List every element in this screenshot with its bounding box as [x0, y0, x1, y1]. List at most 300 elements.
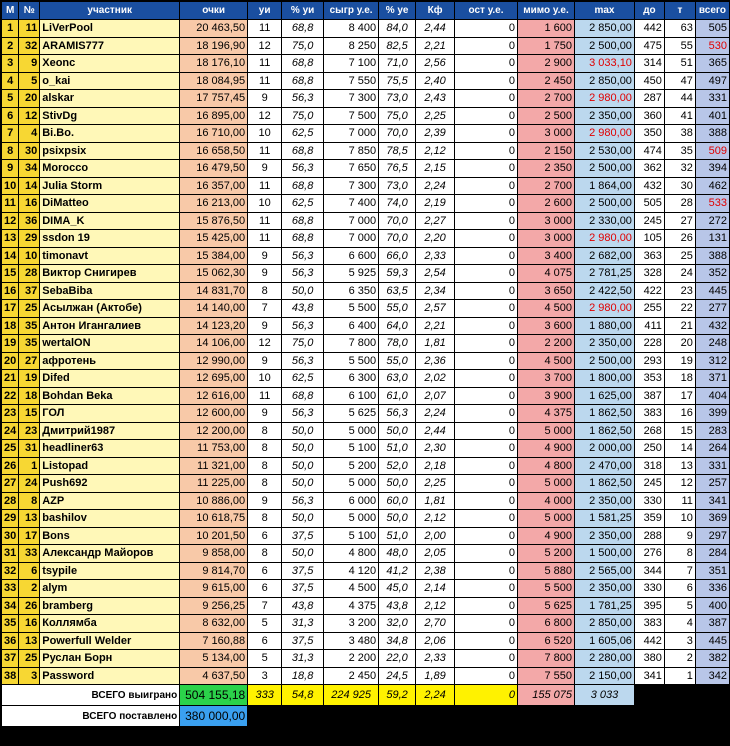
total-cell[interactable]: 445 [695, 282, 729, 300]
rank-cell[interactable]: 4 [2, 72, 19, 90]
pct-ue-cell[interactable]: 73,0 [379, 90, 416, 108]
max-cell[interactable]: 2 500,00 [574, 160, 634, 178]
number-cell[interactable]: 35 [19, 335, 40, 353]
do-cell[interactable]: 442 [634, 632, 664, 650]
ui-cell[interactable]: 7 [248, 597, 282, 615]
missed-cell[interactable]: 2 350 [517, 160, 574, 178]
missed-cell[interactable]: 2 600 [517, 195, 574, 213]
pct-ue-cell[interactable]: 45,0 [379, 580, 416, 598]
rank-cell[interactable]: 34 [2, 597, 19, 615]
missed-cell[interactable]: 4 075 [517, 265, 574, 283]
t-cell[interactable]: 22 [664, 300, 695, 318]
remaining-cell[interactable]: 0 [455, 457, 518, 475]
summary-remaining[interactable]: 0 [455, 685, 518, 706]
ui-cell[interactable]: 8 [248, 422, 282, 440]
remaining-cell[interactable]: 0 [455, 265, 518, 283]
ui-cell[interactable]: 9 [248, 405, 282, 423]
pct-ue-cell[interactable]: 50,0 [379, 475, 416, 493]
kf-cell[interactable]: 2,06 [416, 632, 455, 650]
pct-ui-cell[interactable]: 50,0 [282, 510, 324, 528]
col-header-missed[interactable]: мимо у.е. [517, 2, 574, 20]
t-cell[interactable]: 38 [664, 125, 695, 143]
number-cell[interactable]: 24 [19, 475, 40, 493]
remaining-cell[interactable]: 0 [455, 107, 518, 125]
remaining-cell[interactable]: 0 [455, 212, 518, 230]
missed-cell[interactable]: 3 000 [517, 230, 574, 248]
missed-cell[interactable]: 2 200 [517, 335, 574, 353]
t-cell[interactable]: 30 [664, 177, 695, 195]
t-cell[interactable]: 35 [664, 142, 695, 160]
pct-ui-cell[interactable]: 56,3 [282, 160, 324, 178]
t-cell[interactable]: 13 [664, 457, 695, 475]
remaining-cell[interactable]: 0 [455, 142, 518, 160]
rank-cell[interactable]: 1 [2, 20, 19, 38]
number-cell[interactable]: 1 [19, 457, 40, 475]
total-cell[interactable]: 432 [695, 317, 729, 335]
total-cell[interactable]: 505 [695, 20, 729, 38]
rank-cell[interactable]: 26 [2, 457, 19, 475]
pct-ue-cell[interactable]: 84,0 [379, 20, 416, 38]
number-cell[interactable]: 4 [19, 125, 40, 143]
remaining-cell[interactable]: 0 [455, 317, 518, 335]
participant-cell[interactable]: Xeonc [40, 55, 180, 73]
played-cell[interactable]: 7 850 [324, 142, 379, 160]
rank-cell[interactable]: 19 [2, 335, 19, 353]
played-cell[interactable]: 7 500 [324, 107, 379, 125]
rank-cell[interactable]: 8 [2, 142, 19, 160]
max-cell[interactable]: 2 000,00 [574, 440, 634, 458]
pct-ue-cell[interactable]: 75,5 [379, 72, 416, 90]
played-cell[interactable]: 6 100 [324, 387, 379, 405]
participant-cell[interactable]: Powerfull Welder [40, 632, 180, 650]
remaining-cell[interactable]: 0 [455, 545, 518, 563]
kf-cell[interactable]: 2,33 [416, 650, 455, 668]
ui-cell[interactable]: 5 [248, 650, 282, 668]
kf-cell[interactable]: 2,54 [416, 265, 455, 283]
remaining-cell[interactable]: 0 [455, 20, 518, 38]
pct-ui-cell[interactable]: 68,8 [282, 72, 324, 90]
max-cell[interactable]: 2 850,00 [574, 72, 634, 90]
do-cell[interactable]: 450 [634, 72, 664, 90]
do-cell[interactable]: 395 [634, 597, 664, 615]
missed-cell[interactable]: 6 520 [517, 632, 574, 650]
max-cell[interactable]: 2 422,50 [574, 282, 634, 300]
t-cell[interactable]: 24 [664, 265, 695, 283]
do-cell[interactable]: 411 [634, 317, 664, 335]
missed-cell[interactable]: 4 375 [517, 405, 574, 423]
participant-cell[interactable]: SebaBiba [40, 282, 180, 300]
participant-cell[interactable]: DiMatteo [40, 195, 180, 213]
max-cell[interactable]: 1 625,00 [574, 387, 634, 405]
points-cell[interactable]: 12 990,00 [180, 352, 248, 370]
do-cell[interactable]: 318 [634, 457, 664, 475]
points-cell[interactable]: 12 200,00 [180, 422, 248, 440]
pct-ui-cell[interactable]: 62,5 [282, 125, 324, 143]
rank-cell[interactable]: 14 [2, 247, 19, 265]
remaining-cell[interactable]: 0 [455, 195, 518, 213]
number-cell[interactable]: 3 [19, 667, 40, 685]
rank-cell[interactable]: 21 [2, 370, 19, 388]
col-header-rank[interactable]: М [2, 2, 19, 20]
played-cell[interactable]: 7 300 [324, 177, 379, 195]
missed-cell[interactable]: 5 000 [517, 510, 574, 528]
missed-cell[interactable]: 3 650 [517, 282, 574, 300]
ui-cell[interactable]: 10 [248, 370, 282, 388]
number-cell[interactable]: 9 [19, 55, 40, 73]
number-cell[interactable]: 32 [19, 37, 40, 55]
total-cell[interactable]: 388 [695, 247, 729, 265]
points-cell[interactable]: 11 753,00 [180, 440, 248, 458]
total-cell[interactable]: 530 [695, 37, 729, 55]
ui-cell[interactable]: 10 [248, 125, 282, 143]
number-cell[interactable]: 35 [19, 317, 40, 335]
played-cell[interactable]: 4 375 [324, 597, 379, 615]
pct-ue-cell[interactable]: 34,8 [379, 632, 416, 650]
pct-ue-cell[interactable]: 70,0 [379, 230, 416, 248]
points-cell[interactable]: 8 632,00 [180, 615, 248, 633]
ui-cell[interactable]: 11 [248, 212, 282, 230]
participant-cell[interactable]: афротень [40, 352, 180, 370]
t-cell[interactable]: 14 [664, 440, 695, 458]
played-cell[interactable]: 3 200 [324, 615, 379, 633]
participant-cell[interactable]: Виктор Снигирев [40, 265, 180, 283]
total-cell[interactable]: 248 [695, 335, 729, 353]
pct-ui-cell[interactable]: 50,0 [282, 475, 324, 493]
col-header-participant[interactable]: участник [40, 2, 180, 20]
kf-cell[interactable]: 2,21 [416, 317, 455, 335]
missed-cell[interactable]: 3 000 [517, 212, 574, 230]
total-cell[interactable]: 400 [695, 597, 729, 615]
max-cell[interactable]: 2 980,00 [574, 125, 634, 143]
pct-ue-cell[interactable]: 52,0 [379, 457, 416, 475]
participant-cell[interactable]: Listopad [40, 457, 180, 475]
col-header-points[interactable]: очки [180, 2, 248, 20]
total-cell[interactable]: 257 [695, 475, 729, 493]
missed-cell[interactable]: 5 000 [517, 475, 574, 493]
t-cell[interactable]: 6 [664, 580, 695, 598]
summary-missed[interactable]: 155 075 [517, 685, 574, 706]
ui-cell[interactable]: 11 [248, 177, 282, 195]
remaining-cell[interactable]: 0 [455, 370, 518, 388]
kf-cell[interactable]: 1,81 [416, 335, 455, 353]
number-cell[interactable]: 33 [19, 545, 40, 563]
kf-cell[interactable]: 2,05 [416, 545, 455, 563]
ui-cell[interactable]: 6 [248, 527, 282, 545]
col-header-pct-ue[interactable]: % уе [379, 2, 416, 20]
played-cell[interactable]: 5 925 [324, 265, 379, 283]
do-cell[interactable]: 442 [634, 20, 664, 38]
remaining-cell[interactable]: 0 [455, 55, 518, 73]
max-cell[interactable]: 2 280,00 [574, 650, 634, 668]
played-cell[interactable]: 7 650 [324, 160, 379, 178]
points-cell[interactable]: 9 615,00 [180, 580, 248, 598]
ui-cell[interactable]: 6 [248, 562, 282, 580]
max-cell[interactable]: 1 800,00 [574, 370, 634, 388]
points-cell[interactable]: 14 831,70 [180, 282, 248, 300]
total-cell[interactable]: 401 [695, 107, 729, 125]
col-header-kf[interactable]: Кф [416, 2, 455, 20]
played-cell[interactable]: 5 000 [324, 475, 379, 493]
do-cell[interactable]: 432 [634, 177, 664, 195]
pct-ui-cell[interactable]: 50,0 [282, 282, 324, 300]
remaining-cell[interactable]: 0 [455, 90, 518, 108]
points-cell[interactable]: 15 425,00 [180, 230, 248, 248]
max-cell[interactable]: 1 781,25 [574, 597, 634, 615]
summary-kf[interactable]: 2,24 [416, 685, 455, 706]
pct-ue-cell[interactable]: 64,0 [379, 317, 416, 335]
missed-cell[interactable]: 5 625 [517, 597, 574, 615]
do-cell[interactable]: 255 [634, 300, 664, 318]
pct-ui-cell[interactable]: 43,8 [282, 300, 324, 318]
kf-cell[interactable]: 2,12 [416, 597, 455, 615]
played-cell[interactable]: 7 000 [324, 125, 379, 143]
total-cell[interactable]: 445 [695, 632, 729, 650]
number-cell[interactable]: 17 [19, 527, 40, 545]
pct-ue-cell[interactable]: 41,2 [379, 562, 416, 580]
rank-cell[interactable]: 30 [2, 527, 19, 545]
total-cell[interactable]: 331 [695, 457, 729, 475]
kf-cell[interactable]: 2,24 [416, 177, 455, 195]
do-cell[interactable]: 314 [634, 55, 664, 73]
played-cell[interactable]: 5 100 [324, 527, 379, 545]
missed-cell[interactable]: 1 600 [517, 20, 574, 38]
rank-cell[interactable]: 23 [2, 405, 19, 423]
pct-ue-cell[interactable]: 55,0 [379, 300, 416, 318]
missed-cell[interactable]: 3 600 [517, 317, 574, 335]
participant-cell[interactable]: Push692 [40, 475, 180, 493]
do-cell[interactable]: 330 [634, 580, 664, 598]
remaining-cell[interactable]: 0 [455, 387, 518, 405]
col-header-number[interactable]: № [19, 2, 40, 20]
do-cell[interactable]: 328 [634, 265, 664, 283]
max-cell[interactable]: 2 500,00 [574, 352, 634, 370]
missed-cell[interactable]: 4 500 [517, 300, 574, 318]
max-cell[interactable]: 2 150,00 [574, 667, 634, 685]
pct-ui-cell[interactable]: 56,3 [282, 265, 324, 283]
t-cell[interactable]: 3 [664, 632, 695, 650]
rank-cell[interactable]: 24 [2, 422, 19, 440]
do-cell[interactable]: 380 [634, 650, 664, 668]
rank-cell[interactable]: 7 [2, 125, 19, 143]
number-cell[interactable]: 20 [19, 90, 40, 108]
played-cell[interactable]: 6 400 [324, 317, 379, 335]
total-cell[interactable]: 277 [695, 300, 729, 318]
points-cell[interactable]: 16 658,50 [180, 142, 248, 160]
participant-cell[interactable]: ARAMIS777 [40, 37, 180, 55]
played-cell[interactable]: 7 300 [324, 90, 379, 108]
rank-cell[interactable]: 2 [2, 37, 19, 55]
total-cell[interactable]: 264 [695, 440, 729, 458]
ui-cell[interactable]: 9 [248, 352, 282, 370]
t-cell[interactable]: 63 [664, 20, 695, 38]
rank-cell[interactable]: 22 [2, 387, 19, 405]
rank-cell[interactable]: 36 [2, 632, 19, 650]
played-cell[interactable]: 7 000 [324, 212, 379, 230]
do-cell[interactable]: 341 [634, 667, 664, 685]
t-cell[interactable]: 32 [664, 160, 695, 178]
rank-cell[interactable]: 9 [2, 160, 19, 178]
played-cell[interactable]: 8 400 [324, 20, 379, 38]
kf-cell[interactable]: 2,27 [416, 212, 455, 230]
remaining-cell[interactable]: 0 [455, 72, 518, 90]
t-cell[interactable]: 12 [664, 475, 695, 493]
rank-cell[interactable]: 5 [2, 90, 19, 108]
missed-cell[interactable]: 5 500 [517, 580, 574, 598]
participant-cell[interactable]: alym [40, 580, 180, 598]
total-cell[interactable]: 497 [695, 72, 729, 90]
t-cell[interactable]: 16 [664, 405, 695, 423]
ui-cell[interactable]: 8 [248, 475, 282, 493]
t-cell[interactable]: 10 [664, 510, 695, 528]
total-cell[interactable]: 382 [695, 650, 729, 668]
max-cell[interactable]: 1 862,50 [574, 475, 634, 493]
ui-cell[interactable]: 11 [248, 55, 282, 73]
participant-cell[interactable]: alskar [40, 90, 180, 108]
pct-ui-cell[interactable]: 56,3 [282, 405, 324, 423]
do-cell[interactable]: 474 [634, 142, 664, 160]
col-header-max[interactable]: max [574, 2, 634, 20]
participant-cell[interactable]: StivDg [40, 107, 180, 125]
rank-cell[interactable]: 35 [2, 615, 19, 633]
points-cell[interactable]: 4 637,50 [180, 667, 248, 685]
points-cell[interactable]: 11 321,00 [180, 457, 248, 475]
ui-cell[interactable]: 11 [248, 72, 282, 90]
do-cell[interactable]: 387 [634, 387, 664, 405]
pct-ui-cell[interactable]: 56,3 [282, 247, 324, 265]
participant-cell[interactable]: Bi.Bo. [40, 125, 180, 143]
do-cell[interactable]: 276 [634, 545, 664, 563]
max-cell[interactable]: 1 605,06 [574, 632, 634, 650]
pct-ui-cell[interactable]: 50,0 [282, 457, 324, 475]
pct-ui-cell[interactable]: 56,3 [282, 317, 324, 335]
total-cell[interactable]: 369 [695, 510, 729, 528]
remaining-cell[interactable]: 0 [455, 335, 518, 353]
t-cell[interactable]: 2 [664, 650, 695, 668]
points-cell[interactable]: 15 062,30 [180, 265, 248, 283]
remaining-cell[interactable]: 0 [455, 177, 518, 195]
pct-ue-cell[interactable]: 75,0 [379, 107, 416, 125]
total-cell[interactable]: 387 [695, 615, 729, 633]
participant-cell[interactable]: o_kai [40, 72, 180, 90]
ui-cell[interactable]: 9 [248, 160, 282, 178]
max-cell[interactable]: 2 350,00 [574, 335, 634, 353]
number-cell[interactable]: 34 [19, 160, 40, 178]
do-cell[interactable]: 245 [634, 212, 664, 230]
pct-ue-cell[interactable]: 78,5 [379, 142, 416, 160]
played-cell[interactable]: 7 800 [324, 335, 379, 353]
rank-cell[interactable]: 18 [2, 317, 19, 335]
played-cell[interactable]: 7 000 [324, 230, 379, 248]
do-cell[interactable]: 344 [634, 562, 664, 580]
pct-ui-cell[interactable]: 18,8 [282, 667, 324, 685]
total-cell[interactable]: 399 [695, 405, 729, 423]
played-cell[interactable]: 5 100 [324, 440, 379, 458]
number-cell[interactable]: 18 [19, 387, 40, 405]
number-cell[interactable]: 6 [19, 562, 40, 580]
remaining-cell[interactable]: 0 [455, 562, 518, 580]
pct-ue-cell[interactable]: 76,5 [379, 160, 416, 178]
do-cell[interactable]: 105 [634, 230, 664, 248]
do-cell[interactable]: 245 [634, 475, 664, 493]
points-cell[interactable]: 12 695,00 [180, 370, 248, 388]
max-cell[interactable]: 2 682,00 [574, 247, 634, 265]
total-cell[interactable]: 342 [695, 667, 729, 685]
missed-cell[interactable]: 2 150 [517, 142, 574, 160]
remaining-cell[interactable]: 0 [455, 440, 518, 458]
played-cell[interactable]: 8 250 [324, 37, 379, 55]
do-cell[interactable]: 363 [634, 247, 664, 265]
points-cell[interactable]: 10 618,75 [180, 510, 248, 528]
participant-cell[interactable]: Александр Майоров [40, 545, 180, 563]
points-cell[interactable]: 16 357,00 [180, 177, 248, 195]
t-cell[interactable]: 41 [664, 107, 695, 125]
points-cell[interactable]: 10 886,00 [180, 492, 248, 510]
points-cell[interactable]: 11 225,00 [180, 475, 248, 493]
pct-ui-cell[interactable]: 62,5 [282, 370, 324, 388]
t-cell[interactable]: 18 [664, 370, 695, 388]
kf-cell[interactable]: 2,44 [416, 422, 455, 440]
rank-cell[interactable]: 13 [2, 230, 19, 248]
points-cell[interactable]: 12 600,00 [180, 405, 248, 423]
number-cell[interactable]: 12 [19, 107, 40, 125]
t-cell[interactable]: 15 [664, 422, 695, 440]
number-cell[interactable]: 37 [19, 282, 40, 300]
number-cell[interactable]: 25 [19, 650, 40, 668]
pct-ui-cell[interactable]: 75,0 [282, 107, 324, 125]
participant-cell[interactable]: wertalON [40, 335, 180, 353]
max-cell[interactable]: 2 350,00 [574, 107, 634, 125]
rank-cell[interactable]: 25 [2, 440, 19, 458]
ui-cell[interactable]: 10 [248, 195, 282, 213]
col-header-remaining[interactable]: ост у.е. [455, 2, 518, 20]
do-cell[interactable]: 383 [634, 615, 664, 633]
t-cell[interactable]: 27 [664, 212, 695, 230]
kf-cell[interactable]: 2,12 [416, 142, 455, 160]
missed-cell[interactable]: 4 900 [517, 440, 574, 458]
max-cell[interactable]: 1 581,25 [574, 510, 634, 528]
kf-cell[interactable]: 2,18 [416, 457, 455, 475]
do-cell[interactable]: 362 [634, 160, 664, 178]
number-cell[interactable]: 19 [19, 370, 40, 388]
t-cell[interactable]: 55 [664, 37, 695, 55]
total-cell[interactable]: 284 [695, 545, 729, 563]
col-header-total[interactable]: всего [695, 2, 729, 20]
rank-cell[interactable]: 6 [2, 107, 19, 125]
pct-ue-cell[interactable]: 73,0 [379, 177, 416, 195]
rank-cell[interactable]: 37 [2, 650, 19, 668]
total-cell[interactable]: 394 [695, 160, 729, 178]
number-cell[interactable]: 8 [19, 492, 40, 510]
remaining-cell[interactable]: 0 [455, 300, 518, 318]
t-cell[interactable]: 11 [664, 492, 695, 510]
pct-ui-cell[interactable]: 56,3 [282, 492, 324, 510]
points-cell[interactable]: 9 256,25 [180, 597, 248, 615]
points-cell[interactable]: 15 876,50 [180, 212, 248, 230]
remaining-cell[interactable]: 0 [455, 405, 518, 423]
missed-cell[interactable]: 7 550 [517, 667, 574, 685]
summary-max[interactable]: 3 033 [574, 685, 634, 706]
participant-cell[interactable]: Password [40, 667, 180, 685]
number-cell[interactable]: 36 [19, 212, 40, 230]
total-cell[interactable]: 404 [695, 387, 729, 405]
missed-cell[interactable]: 3 900 [517, 387, 574, 405]
pct-ui-cell[interactable]: 68,8 [282, 142, 324, 160]
pct-ue-cell[interactable]: 56,3 [379, 405, 416, 423]
kf-cell[interactable]: 2,30 [416, 440, 455, 458]
participant-cell[interactable]: Difed [40, 370, 180, 388]
pct-ui-cell[interactable]: 37,5 [282, 527, 324, 545]
points-cell[interactable]: 14 123,20 [180, 317, 248, 335]
